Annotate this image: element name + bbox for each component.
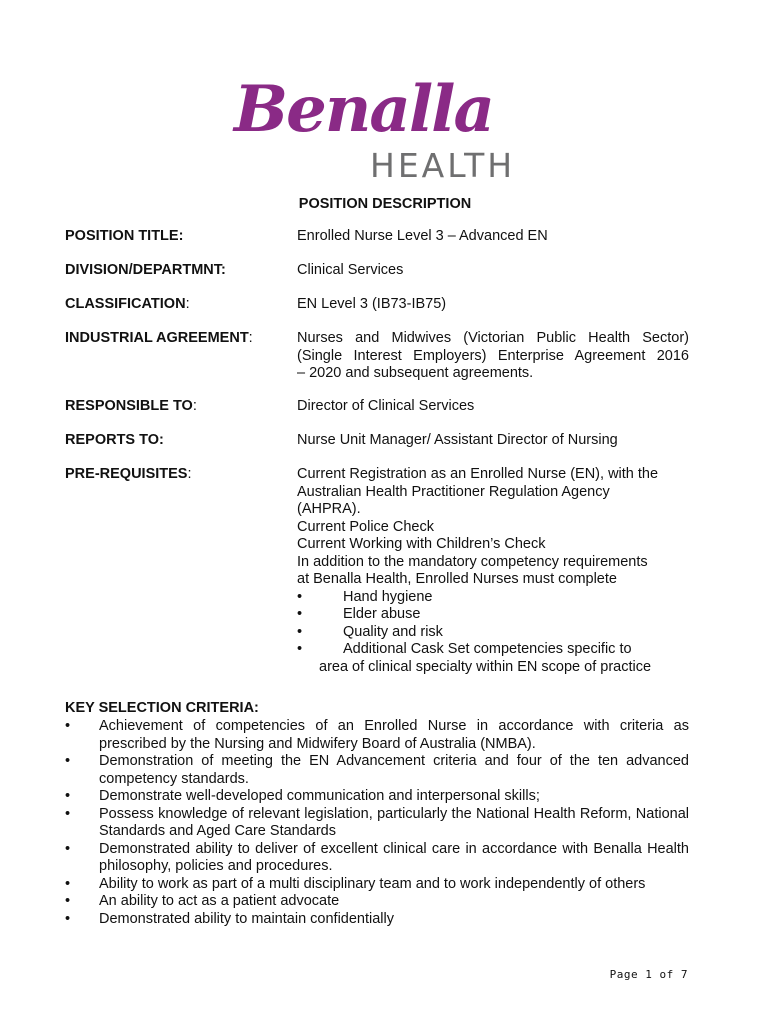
bullet-icon: • — [65, 753, 71, 769]
bullet-icon: • — [297, 623, 303, 640]
criteria-text: Demonstrated ability to deliver of excellent clinical care in accordance with Benalla Health philosophy, policies and procedures. — [99, 840, 689, 874]
prerequisites-line: Australian Health Practitioner Regulation Agency — [297, 483, 610, 500]
bullet-icon: • — [297, 606, 303, 622]
bullet-icon: • — [65, 875, 71, 892]
responsible-to-label-colon: : — [192, 398, 197, 414]
prerequisites-bullet-text: Additional Cask Set competencies specific to — [343, 641, 632, 657]
bullet-icon: • — [65, 910, 71, 927]
position-title-value: Enrolled Nurse Level 3 – Advanced EN — [297, 228, 548, 244]
prerequisites-bullet-text: Quality and risk — [343, 623, 443, 640]
prerequisites-line: Current Registration as an Enrolled Nurse (EN), with the — [297, 466, 659, 482]
prerequisites-line: In addition to the mandatory competency requirements — [297, 553, 648, 570]
key-selection-criteria-list — [65, 718, 689, 928]
industrial-agreement-line: (Single Interest Employers) Enterprise Agreement 2016 — [297, 347, 689, 364]
industrial-agreement-label — [65, 330, 253, 348]
logo-script-text: Benalla — [234, 72, 493, 147]
criteria-text: Possess knowledge of relevant legislation, particularly the National Health Reform, National Standards and Aged Care Standards — [99, 805, 689, 839]
criteria-list-item — [65, 718, 689, 753]
industrial-agreement-value — [297, 330, 689, 383]
industrial-agreement-label-text: INDUSTRIAL AGREEMENT — [65, 330, 249, 346]
industrial-agreement-label-colon: : — [248, 330, 253, 346]
position-title-label: POSITION TITLE: — [65, 228, 184, 244]
bullet-icon: • — [297, 641, 303, 657]
criteria-list-item — [65, 893, 689, 911]
bullet-icon: • — [65, 718, 71, 734]
prerequisites-bullet-text: Hand hygiene — [343, 588, 433, 605]
classification-label-text: CLASSIFICATION — [65, 296, 186, 312]
criteria-text: Demonstrated ability to maintain confidentially — [99, 910, 394, 927]
bullet-icon: • — [65, 893, 71, 909]
criteria-list-item — [65, 753, 689, 788]
logo-health-text: HEALTH — [370, 146, 516, 185]
prerequisites-label-colon: : — [187, 466, 192, 482]
division-value: Clinical Services — [297, 262, 404, 278]
responsible-to-value: Director of Clinical Services — [297, 398, 475, 414]
prerequisites-value — [297, 466, 689, 676]
page-number: Page 1 of 7 — [609, 968, 688, 981]
benalla-health-logo — [234, 70, 524, 185]
prerequisites-line: (AHPRA). — [297, 501, 361, 517]
division-label: DIVISION/DEPARTMNT: — [65, 262, 226, 278]
bullet-icon: • — [65, 805, 71, 822]
prerequisites-line: Current Police Check — [297, 518, 434, 535]
bullet-icon: • — [297, 588, 303, 605]
reports-to-label: REPORTS TO: — [65, 432, 164, 448]
prerequisites-bullet-item — [297, 624, 689, 642]
prerequisites-bullet-item — [297, 606, 689, 624]
prerequisites-bullet-list — [297, 589, 689, 677]
criteria-list-item — [65, 876, 689, 894]
responsible-to-label-text: RESPONSIBLE TO — [65, 398, 193, 414]
prerequisites-label — [65, 466, 192, 484]
criteria-list-item — [65, 911, 689, 929]
classification-label — [65, 296, 190, 314]
prerequisites-line: at Benalla Health, Enrolled Nurses must complete — [297, 571, 617, 587]
industrial-agreement-line: Nurses and Midwives (Victorian Public Health Sector) — [297, 330, 689, 346]
responsible-to-label — [65, 398, 197, 416]
classification-value: EN Level 3 (IB73-IB75) — [297, 296, 447, 312]
criteria-text: Ability to work as part of a multi disciplinary team and to work independently of others — [99, 875, 646, 892]
prerequisites-label-text: PRE-REQUISITES — [65, 466, 188, 482]
key-selection-criteria-title: KEY SELECTION CRITERIA: — [65, 700, 259, 716]
criteria-text: Demonstration of meeting the EN Advancement criteria and four of the ten advanced competency standards. — [99, 753, 689, 787]
prerequisites-bullet-text: Elder abuse — [343, 606, 421, 622]
criteria-list-item — [65, 788, 689, 806]
criteria-text: An ability to act as a patient advocate — [99, 893, 340, 909]
reports-to-value: Nurse Unit Manager/ Assistant Director of Nursing — [297, 432, 618, 448]
prerequisites-bullet-item — [297, 641, 689, 676]
criteria-list-item — [65, 806, 689, 841]
prerequisites-bullet-item — [297, 589, 689, 607]
prerequisites-bullet-text-continuation: area of clinical specialty within EN scope of practice — [319, 658, 652, 675]
bullet-icon: • — [65, 840, 71, 857]
document-heading: POSITION DESCRIPTION — [298, 196, 472, 212]
industrial-agreement-line: – 2020 and subsequent agreements. — [297, 365, 534, 381]
criteria-list-item — [65, 841, 689, 876]
criteria-text: Achievement of competencies of an Enrolled Nurse in accordance with criteria as prescribed by the Nursing and Midwifery Board of Australia (NMBA). — [99, 718, 689, 752]
prerequisites-line: Current Working with Children’s Check — [297, 536, 546, 552]
bullet-icon: • — [65, 788, 71, 804]
classification-label-colon: : — [185, 296, 190, 312]
criteria-text: Demonstrate well-developed communication and interpersonal skills; — [99, 788, 540, 804]
